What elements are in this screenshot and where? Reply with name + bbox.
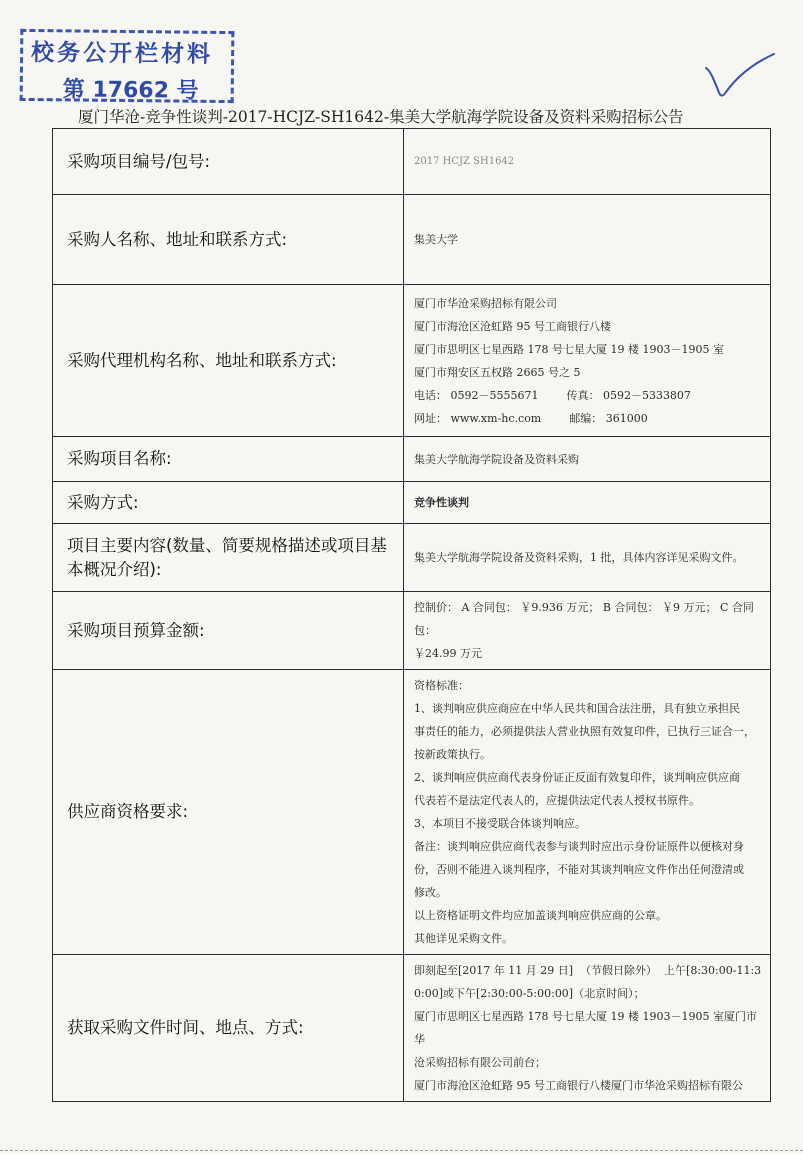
value-line: 资格标准： [414,679,469,692]
row-value [404,524,771,592]
table-row [53,592,771,670]
row-label: 采购项目名称: [53,437,404,482]
stamp-number: 第 17662 号 [62,77,199,104]
stamp-title: 校务公开栏材料 [30,39,214,68]
row-value [404,670,771,955]
row-value [404,285,771,437]
value-line: 控制价： A 合同包： ￥9.936 万元； B 合同包： ￥9 万元； C 合同包： [414,601,754,637]
value-line: 备注：谈判响应供应商代表参与谈判时应出示身份证原件以便核对身 [414,840,744,853]
row-value [404,592,771,670]
table-row [53,129,771,195]
table-row [53,482,771,524]
value-line: 厦门市海沧区沧虹路 95 号工商银行八楼 [414,319,611,333]
row-label: 获取采购文件时间、地点、方式: [53,955,404,1102]
value-line: 网址： www.xm-hc.com 邮编： 361000 [414,411,648,425]
value-line: 以上资格证明文件均应加盖谈判响应供应商的公章。 [414,909,667,922]
row-value [404,955,771,1102]
row-value [404,129,771,195]
value-line: 事责任的能力，必须提供法人营业执照有效复印件，已执行三证合一， [414,725,755,738]
value-line: 竞争性谈判 [414,496,469,509]
page-edge-rule [0,1150,803,1151]
value-line: 1、谈判响应供应商应在中华人民共和国合法注册，具有独立承担民 [414,702,740,715]
document-title: 厦门华沧-竞争性谈判-2017-HCJZ-SH1642-集美大学航海学院设备及资料采购招标公告 [78,108,684,126]
value-line: 厦门市思明区七星西路 178 号七星大厦 19 楼 1903－1905 室 [414,342,724,356]
value-line: 沧采购招标有限公司前台； [414,1056,546,1069]
value-line: 其他详见采购文件。 [414,932,513,945]
table-row [53,195,771,285]
value-line: 0:00]或下午[2:30:00-5:00:00]（北京时间）； [414,987,645,1000]
archive-stamp [20,29,235,103]
row-label: 采购项目预算金额: [53,592,404,670]
value-line: 修改。 [414,886,447,899]
announcement-table [52,128,771,1102]
row-label: 供应商资格要求: [53,670,404,955]
value-line: 按新政策执行。 [414,748,491,761]
value-line: 厦门市海沧区沧虹路 95 号工商银行八楼厦门市华沧采购招标有限公 [414,1079,743,1092]
table-row [53,437,771,482]
row-label: 采购方式: [53,482,404,524]
table-row [53,285,771,437]
value-line: 集美大学 [414,233,458,246]
value-line: 3、本项目不接受联合体谈判响应。 [414,817,586,830]
value-line: 集美大学航海学院设备及资料采购，1 批，具体内容详见采购文件。 [414,551,744,564]
value-line: 厦门市翔安区五权路 2665 号之 5 [414,365,581,379]
value-line: 2、谈判响应供应商代表身份证正反面有效复印件，谈判响应供应商 [414,771,740,784]
value-line: 厦门市思明区七星西路 178 号七星大厦 19 楼 1903－1905 室厦门市华 [414,1010,757,1046]
row-label: 采购代理机构名称、地址和联系方式: [53,285,404,437]
row-label: 项目主要内容(数量、简要规格描述或项目基本概况介绍): [53,524,404,592]
value-line: 代表若不是法定代表人的，应提供法定代表人授权书原件。 [414,794,700,807]
table-row [53,524,771,592]
value-line: 即刻起至[2017 年 11 月 29 日] （节假日除外） 上午[8:30:00-11:3 [414,964,762,977]
value-line: 集美大学航海学院设备及资料采购 [414,452,579,466]
value-line: 份，否则不能进入谈判程序，不能对其谈判响应文件作出任何澄清或 [414,863,744,876]
table-row [53,955,771,1102]
row-label: 采购项目编号/包号: [53,129,404,195]
row-value [404,482,771,524]
row-value [404,195,771,285]
value-line: 电话： 0592－5555671 传真： 0592－5333807 [414,388,691,402]
value-line: 厦门市华沧采购招标有限公司 [414,296,557,310]
row-label: 采购人名称、地址和联系方式: [53,195,404,285]
handwritten-check-mark [700,50,780,106]
value-line: 2017 HCJZ SH1642 [414,156,515,167]
table-row [53,670,771,955]
value-line: ￥24.99 万元 [414,647,482,660]
row-value [404,437,771,482]
